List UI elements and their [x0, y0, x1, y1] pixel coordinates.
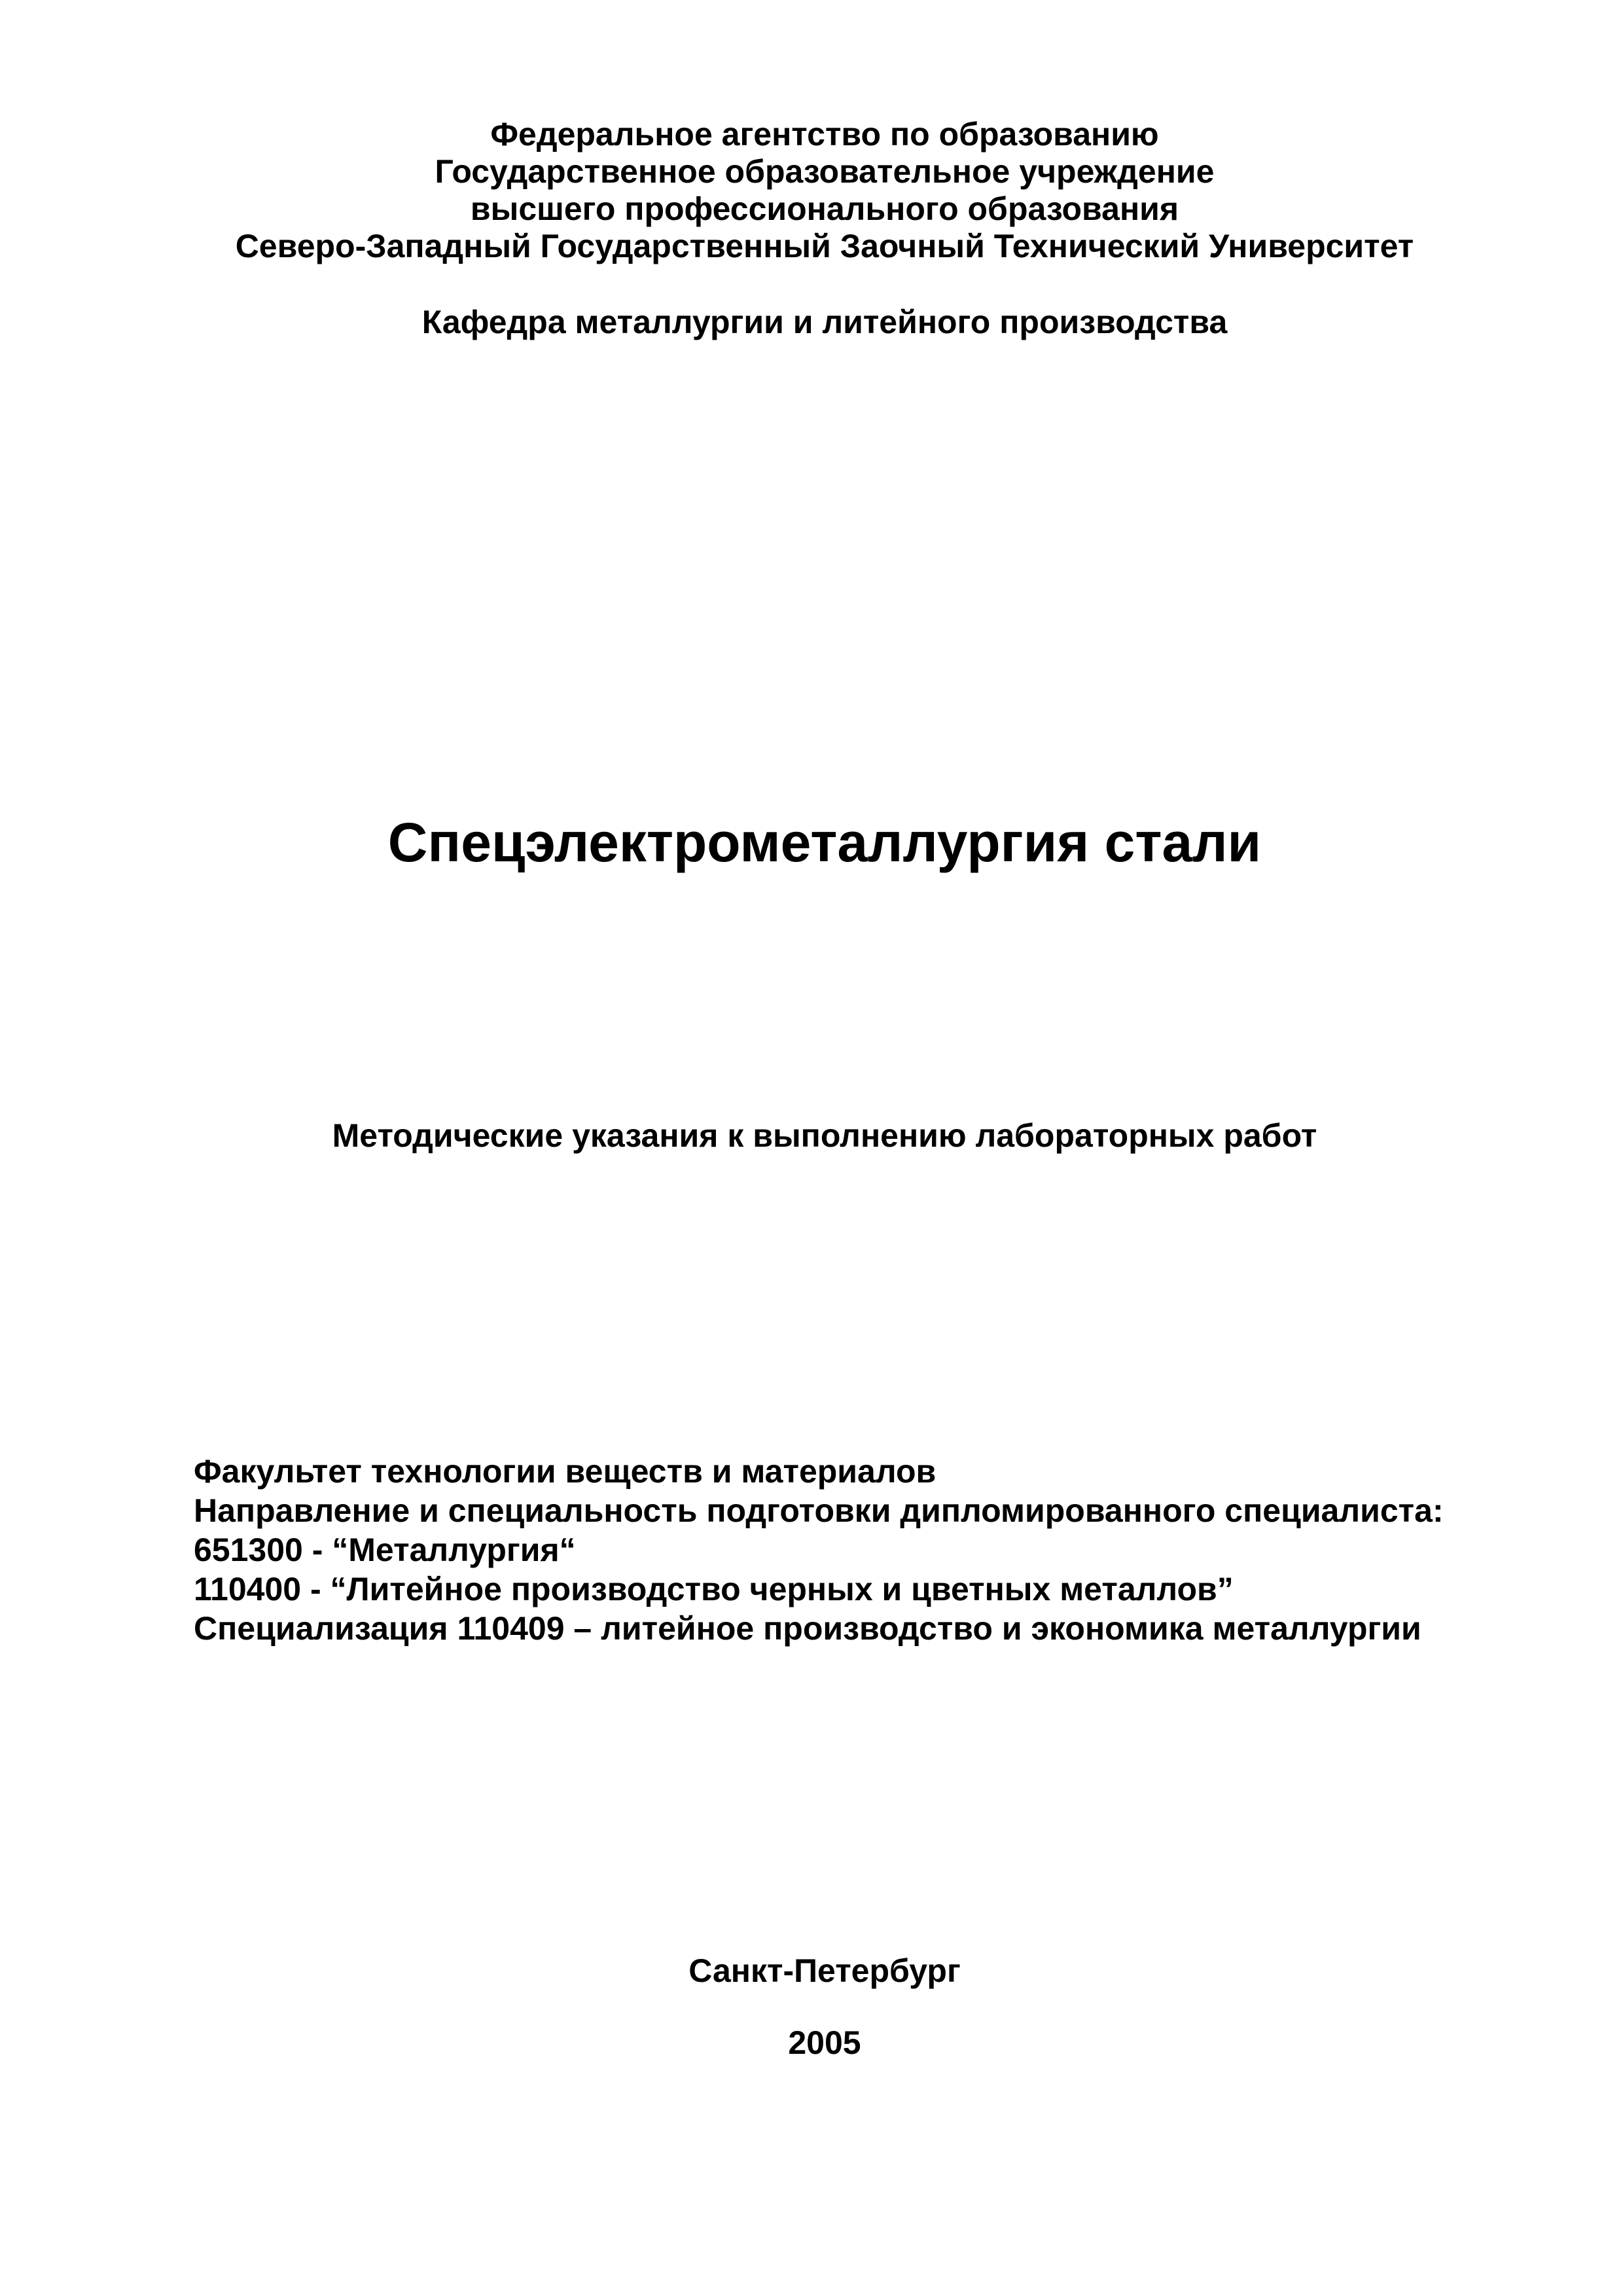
institution-type-line: Государственное образовательное учреждение [435, 153, 1215, 190]
document-title: Спецэлектрометаллургия стали [387, 812, 1262, 873]
city-line: Санкт-Петербург [688, 1952, 961, 1989]
direction-line: Направление и специальность подготовки дипломированного специалиста: [194, 1492, 1444, 1529]
faculty-line: Факультет технологии веществ и материалов [194, 1453, 936, 1490]
document-subtitle: Методические указания к выполнению лабораторных работ [332, 1117, 1317, 1154]
year-line: 2005 [788, 2024, 861, 2061]
specialty-651300-line: 651300 - “Металлургия“ [194, 1532, 576, 1568]
education-level-line: высшего профессионального образования [470, 190, 1179, 227]
department-line: Кафедра металлургии и литейного производства [421, 304, 1228, 340]
university-name-line: Северо-Западный Государственный Заочный Технический Университет [235, 228, 1414, 264]
specialty-110400-line: 110400 - “Литейное производство черных и цветных металлов” [194, 1571, 1234, 1607]
agency-line: Федеральное агентство по образованию [490, 116, 1159, 152]
specialization-line: Специализация 110409 – литейное производство и экономика металлургии [194, 1610, 1421, 1647]
